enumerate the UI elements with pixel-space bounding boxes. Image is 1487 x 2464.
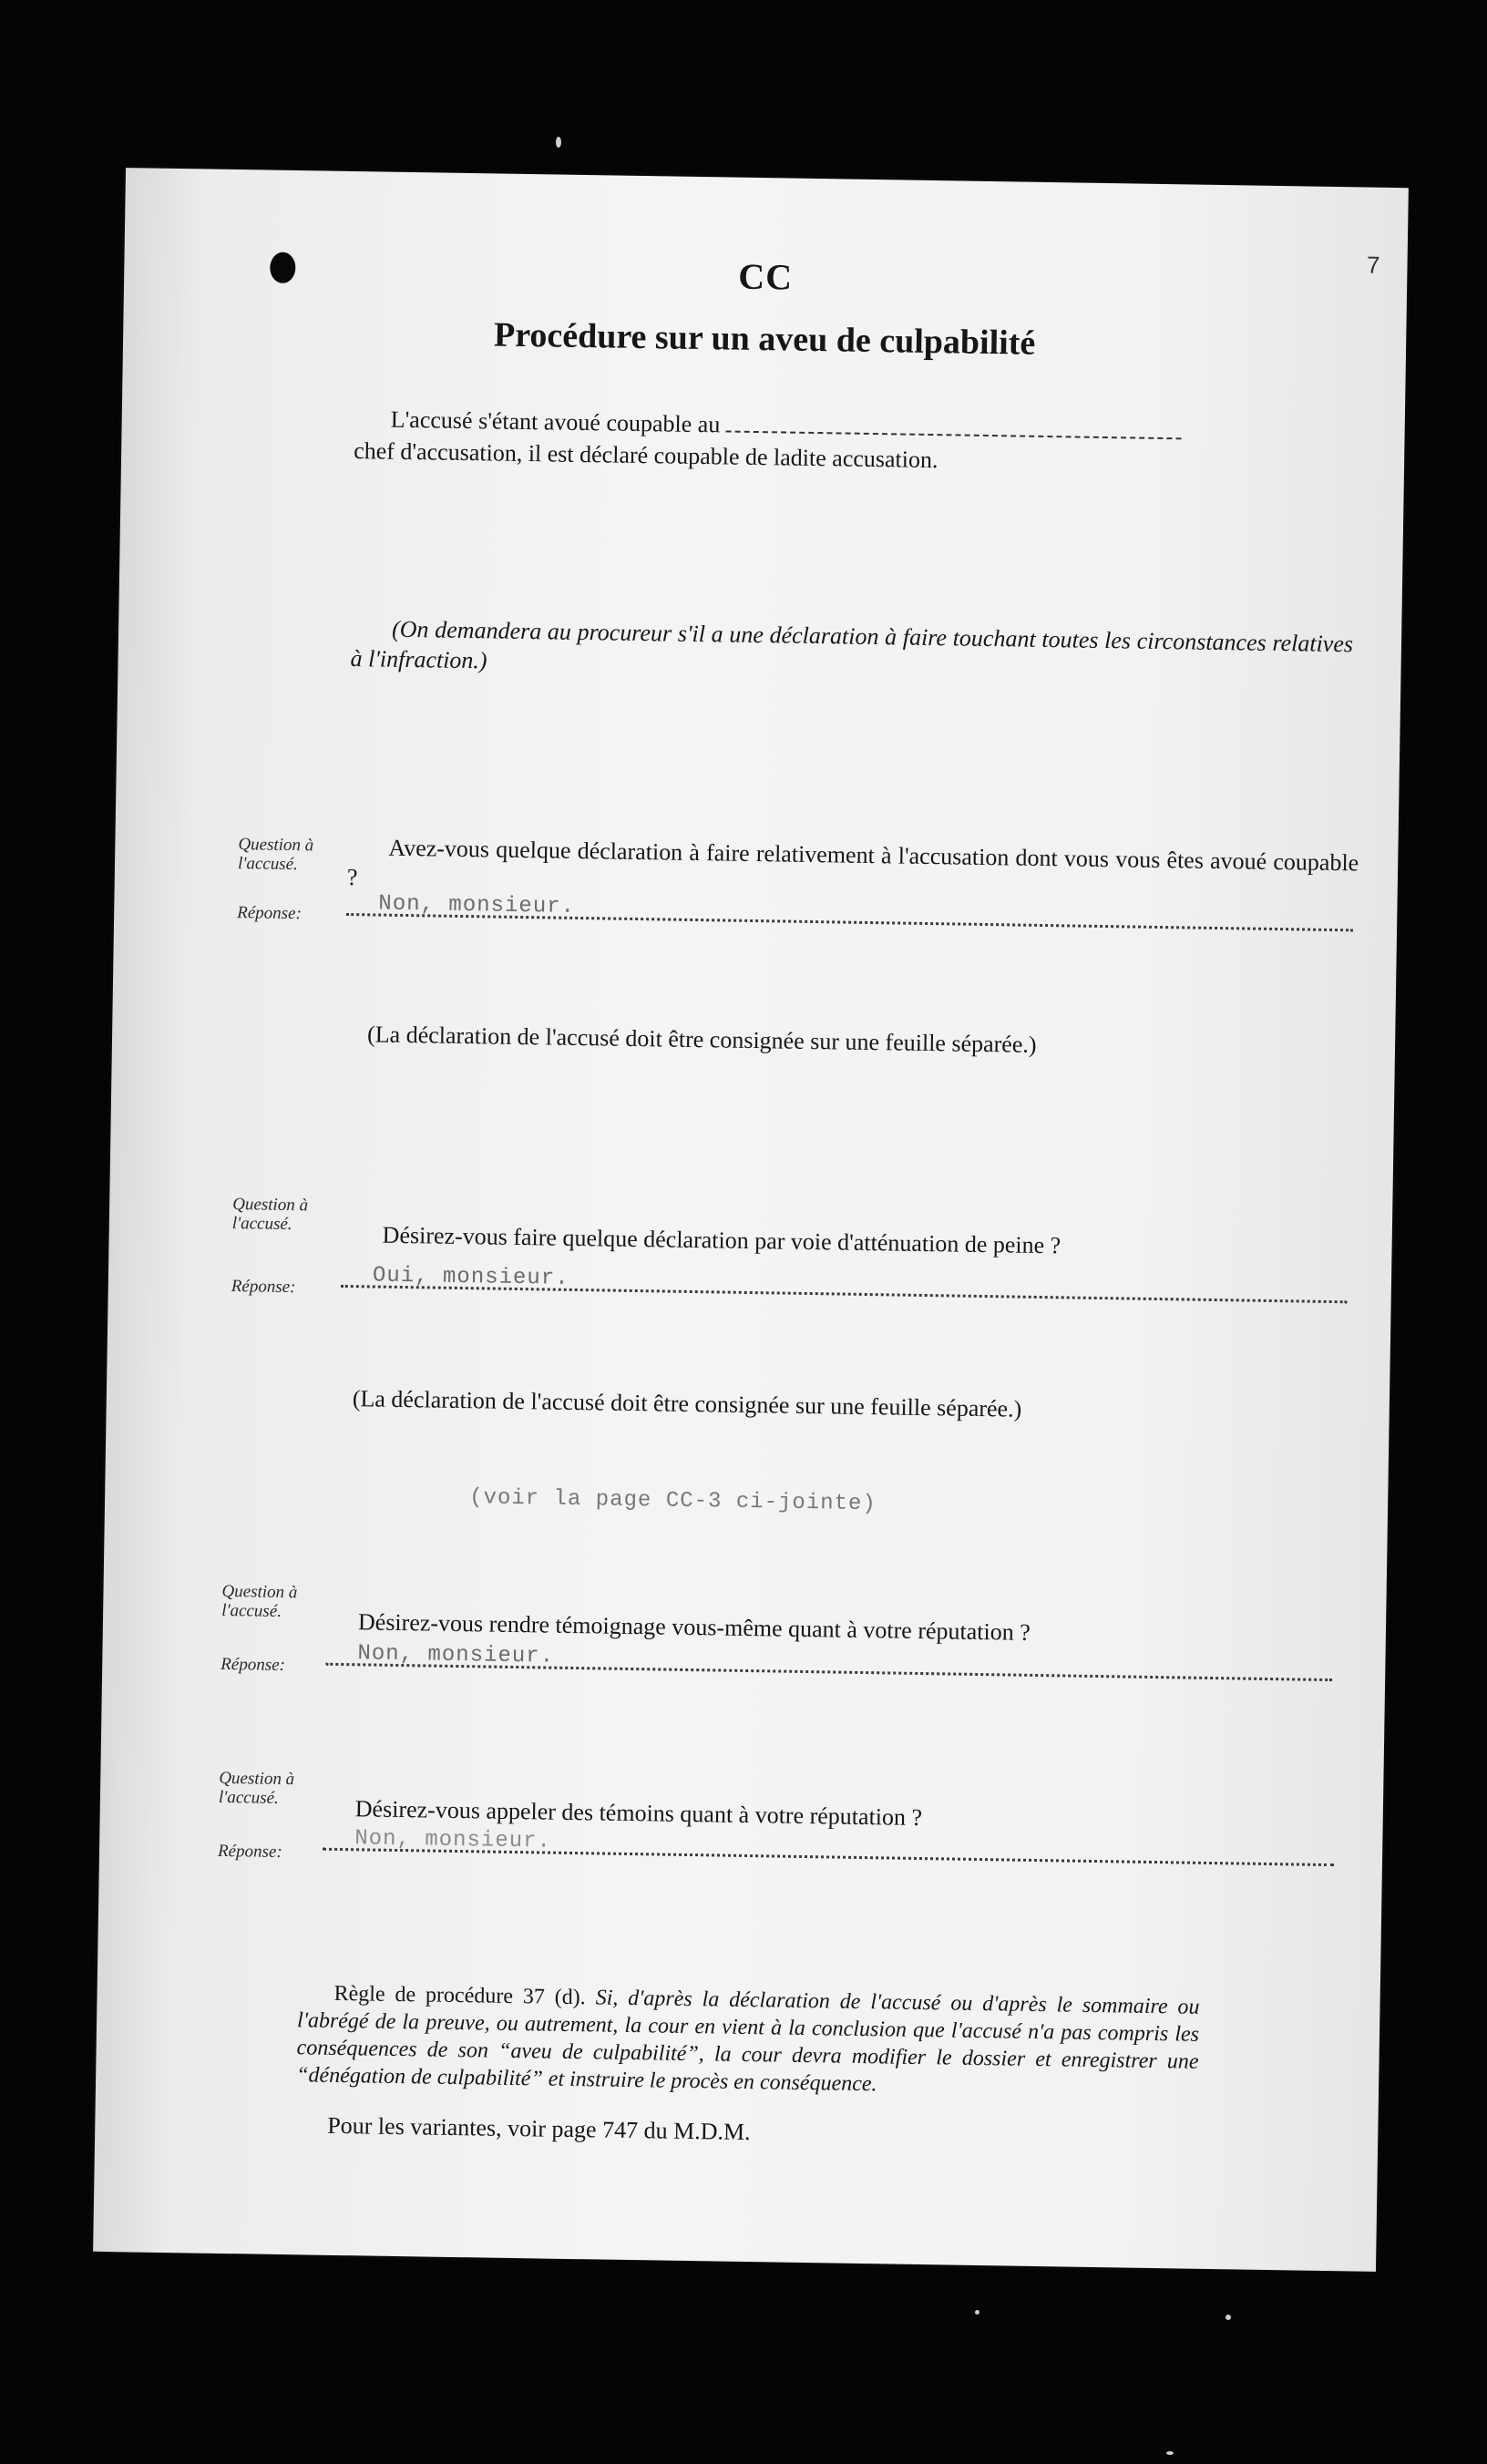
question-label-4: Question à l'accusé. <box>218 1768 295 1808</box>
dust-speck <box>1225 2315 1231 2320</box>
variants-note: Pour les variantes, voir page 747 du M.D.M. <box>327 2111 751 2146</box>
rule-lead: Règle de procédure 37 (d). <box>333 1981 586 2010</box>
question-2-text: Désirez-vous faire quelque déclaration par voie d'atténuation de peine ? <box>382 1221 1061 1259</box>
attached-page-note: (voir la page CC-3 ci-jointe) <box>468 1485 877 1517</box>
intro-line-2: chef d'accusation, il est déclaré coupable de ladite accusation. <box>353 437 938 474</box>
question-3-text: Désirez-vous rendre témoignage vous-même quant à votre réputation ? <box>357 1608 1031 1646</box>
form-page <box>93 168 1409 2272</box>
dust-speck <box>975 2310 979 2315</box>
answer-label-2: Réponse: <box>231 1277 296 1298</box>
question-1-text: Avez-vous quelque déclaration à faire relativement à l'accusation dont vous vous êtes avoué coupable ? <box>346 834 1359 891</box>
rule-body: Si, d'après la déclaration de l'accusé ou d'après le sommaire ou l'abrégé de la preuve, ou autrement, la cour en vient à la conclusion que l'accusé n'a pas compris les conséquences de son “aveu de culpabilité”, la cour devra modifier le dossier et enregistrer une “dénégation de culpabilité” et instruire le procès en conséquence. <box>295 1986 1200 2097</box>
page-title: Procédure sur un aveu de culpabilité <box>493 315 1036 363</box>
question-label-3: Question à l'accusé. <box>221 1581 298 1621</box>
answer-1-value: Non, monsieur. <box>378 891 576 919</box>
answer-3-value: Non, monsieur. <box>357 1641 555 1669</box>
dust-speck <box>556 137 561 148</box>
page-number-mark: 7 <box>1366 251 1380 279</box>
question-label-2: Question à l'accusé. <box>231 1195 309 1235</box>
separate-sheet-note-1: (La déclaration de l'accusé doit être consignée sur une feuille séparée.) <box>366 1021 1037 1058</box>
procedure-rule <box>296 1979 1200 2103</box>
answer-label-1: Réponse: <box>237 903 303 924</box>
dust-speck <box>1166 2451 1174 2455</box>
question-4-text: Désirez-vous appeler des témoins quant à votre réputation ? <box>354 1795 923 1832</box>
answer-label-3: Réponse: <box>220 1654 286 1676</box>
separate-sheet-note-2: (La déclaration de l'accusé doit être consignée sur une feuille séparée.) <box>352 1385 1022 1422</box>
form-code: CC <box>738 255 794 298</box>
count-blank <box>726 414 1182 439</box>
intro-line-1: L'accusé s'étant avoué coupable au <box>354 404 1401 450</box>
answer-2-value: Oui, monsieur. <box>372 1263 569 1291</box>
prosecutor-note: (On demandera au procureur s'il a une déclaration à faire touchant toutes les circonstances relatives à l'infraction.) <box>350 615 1354 674</box>
answer-label-4: Réponse: <box>217 1841 282 1863</box>
answer-4-value: Non, monsieur. <box>354 1826 552 1854</box>
question-label-1: Question à l'accusé. <box>237 835 314 875</box>
